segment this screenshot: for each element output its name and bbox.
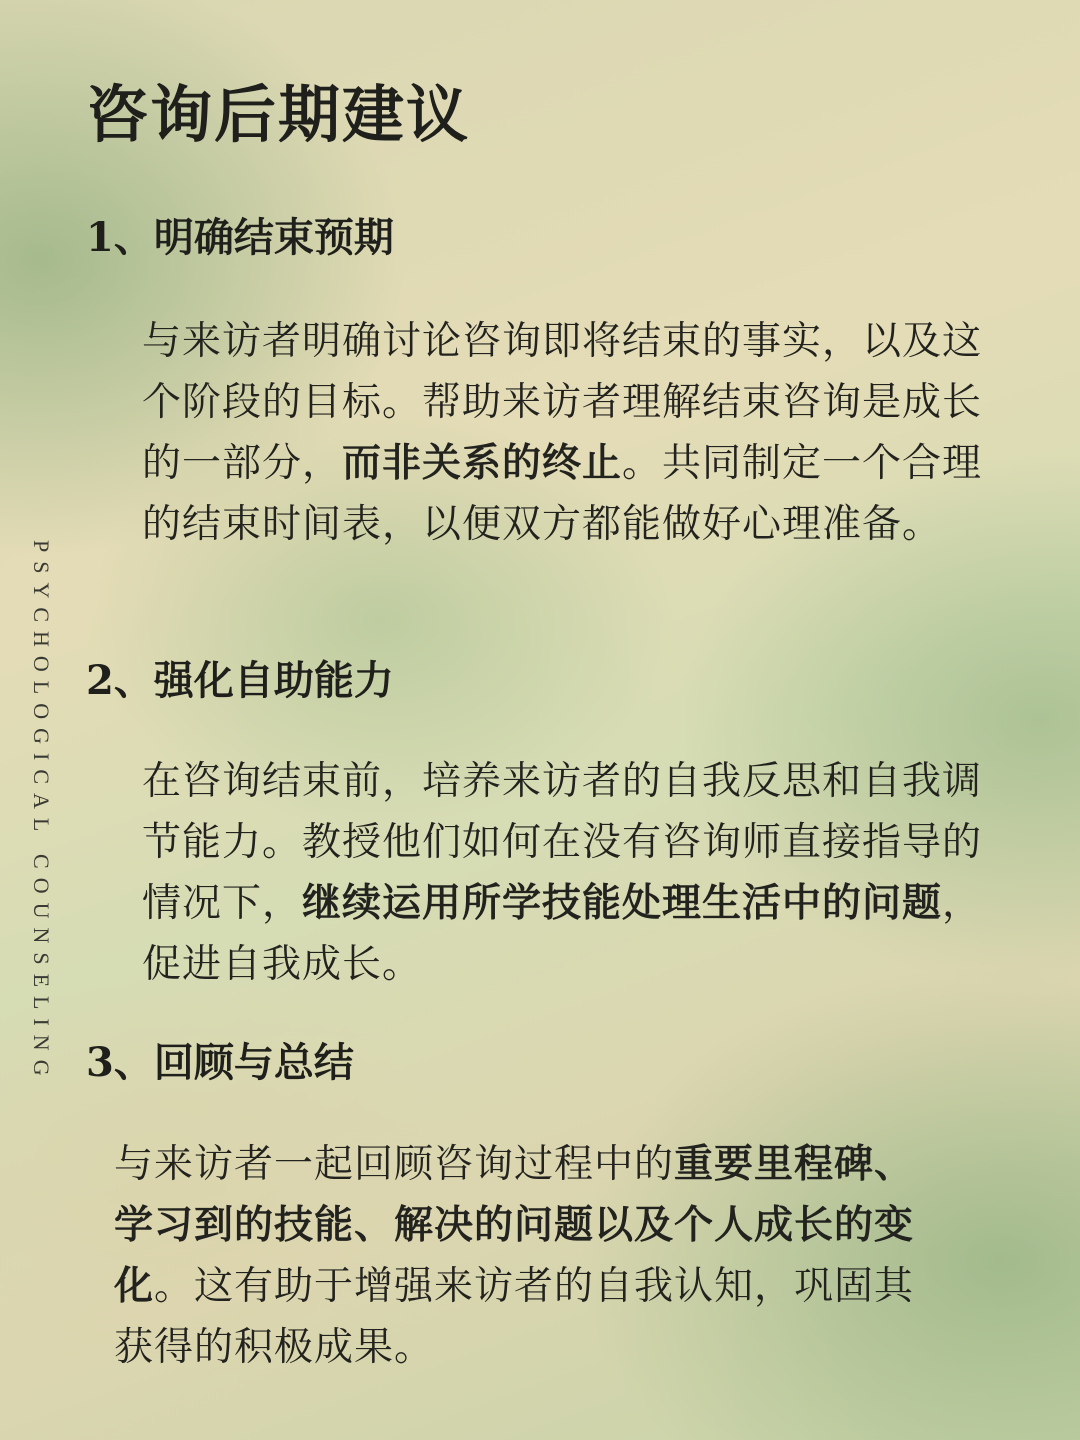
paragraph-emphasis: 重要里程碑、学习到的技能、解决的问题以及个人成长的变化 <box>114 1141 915 1309</box>
vertical-side-caption: PSYCHOLOGICAL COUNSELING <box>29 540 54 1085</box>
paragraph-emphasis: 继续运用所学技能处理生活中的问题 <box>302 880 943 926</box>
page-title: 咨询后期建议 <box>86 78 471 151</box>
section-heading-2: 2、强化自助能力 <box>86 657 394 704</box>
section-paragraph-3 <box>114 1134 944 1378</box>
paragraph-text: 。这有助于增强来访者的自我认知，巩固其获得的积极成果。 <box>114 1264 915 1370</box>
paragraph-text: ，促进自我成长。 <box>142 881 983 987</box>
paragraph-emphasis: 而非关系的终止 <box>342 440 623 486</box>
paragraph-text: 与来访者明确讨论咨询即将结束的事实，以及这个阶段的目标。帮助来访者理解结束咨询是成长的一部分， <box>142 319 983 486</box>
section-paragraph-2 <box>142 751 1014 995</box>
section-paragraph-1 <box>142 311 1014 555</box>
section-heading-1: 1、明确结束预期 <box>86 214 394 261</box>
paragraph-text: 在咨询结束前，培养来访者的自我反思和自我调节能力。教授他们如何在没有咨询师直接指导的情况下， <box>142 759 983 926</box>
section-heading-3: 3、回顾与总结 <box>86 1039 354 1086</box>
paragraph-text: 与来访者一起回顾咨询过程中的 <box>114 1142 675 1187</box>
paragraph-text: 。共同制定一个合理的结束时间表，以便双方都能做好心理准备。 <box>142 441 983 547</box>
